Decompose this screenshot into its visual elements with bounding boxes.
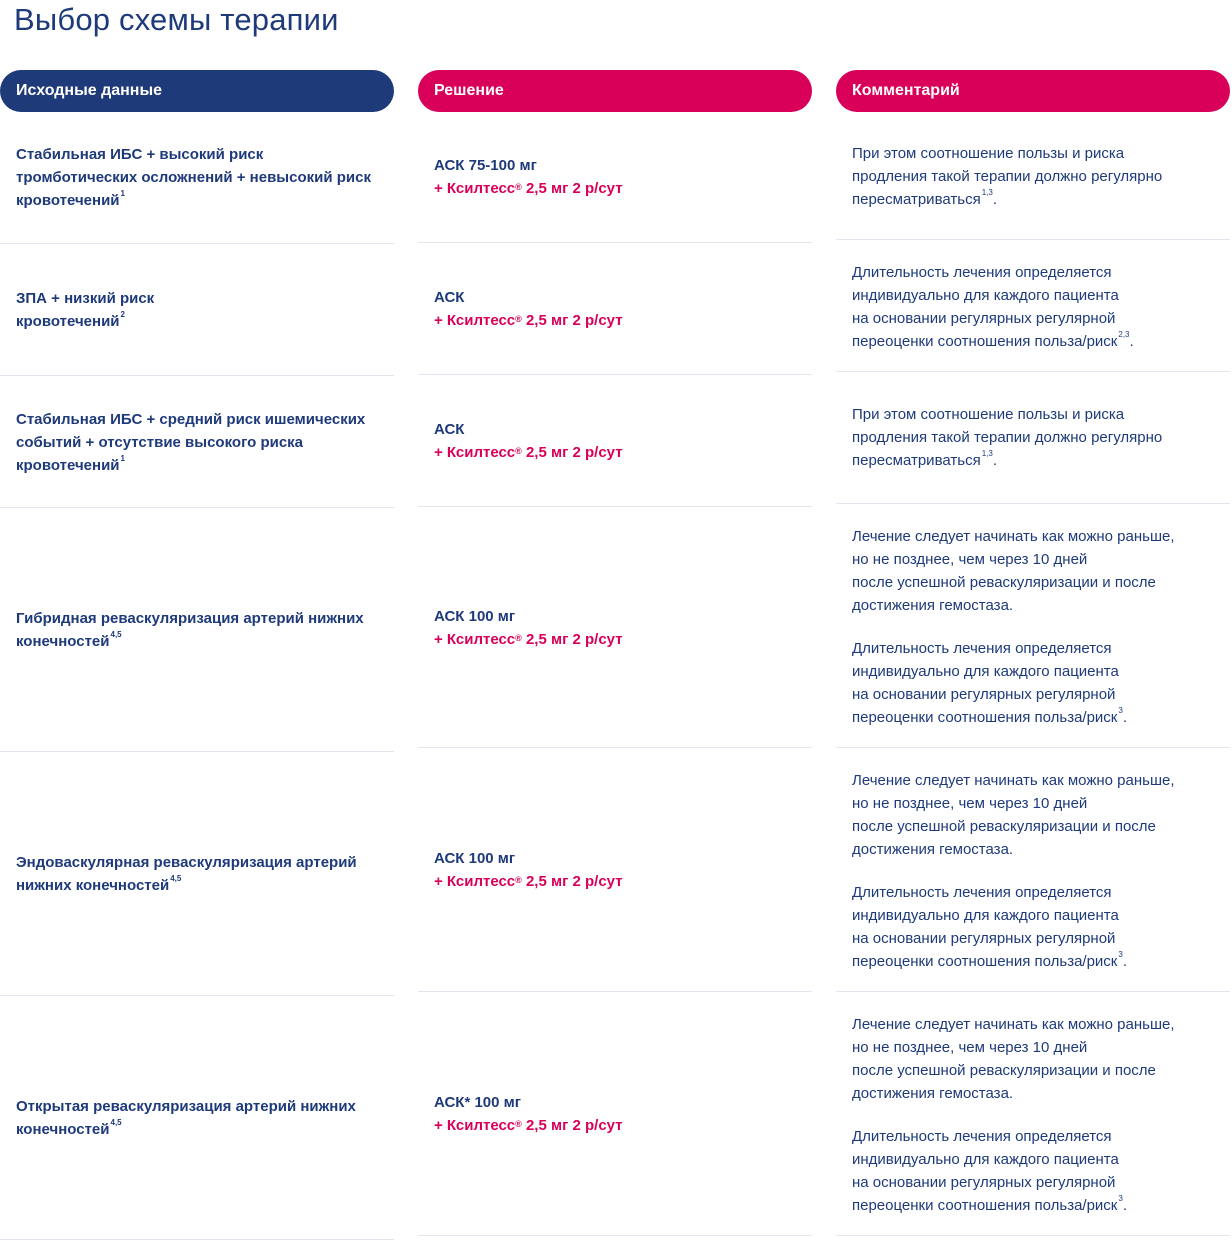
source-text: Стабильная ИБС + средний риск ишемических событий + отсутствие высокого риска кровотечений$^1$ [16, 410, 366, 474]
source-cell-6 [0, 997, 394, 1240]
decision-column [418, 70, 812, 1134]
decision-text: АСК 75-100 мг + Ксилтесс® 2,5 мг 2 р/сут [434, 157, 623, 197]
decision-cell-2 [418, 244, 812, 375]
source-column [0, 70, 394, 1138]
comment-cell-2 [836, 241, 1230, 372]
decision-text: АСК + Ксилтесс® 2,5 мг 2 р/сут [434, 421, 623, 461]
comment-text: Лечение следует начинать как можно раньше, но не позднее, чем через 10 дней после успешной реваскуляризации и после достижения гемостаза. Длительность лечения определяется индивидуально для каждого пациента на основании регулярных регулярной переоценки соотношения польза/риск$^3$. [852, 528, 1175, 726]
decision-text: АСК + Ксилтесс® 2,5 мг 2 р/сут [434, 289, 623, 329]
comment-text: Лечение следует начинать как можно раньше, но не позднее, чем через 10 дней после успешной реваскуляризации и после достижения гемостаза. Длительность лечения определяется индивидуально для каждого пациента на основании регулярных регулярной переоценки соотношения польза/риск$^3$. [852, 1016, 1175, 1214]
source-text: Эндоваскулярная реваскуляризация артерий нижних конечностей$^{4,5}$ [16, 854, 357, 894]
header-source: Исходные данные [0, 70, 394, 112]
source-text: Стабильная ИБС + высокий риск тромботических осложнений + невысокий риск кровотечений$^1$ [16, 146, 371, 209]
decision-text: АСК 100 мг + Ксилтесс® 2,5 мг 2 р/сут [434, 607, 623, 648]
decision-text: АСК* 100 мг + Ксилтесс® 2,5 мг 2 р/сут [434, 1094, 623, 1134]
header-decision: Решение [418, 70, 812, 112]
comment-text: При этом соотношение пользы и риска продления такой терапии должно регулярно пересматриваться$^{1,3}$. [852, 406, 1163, 469]
decision-cell-5 [418, 749, 812, 992]
comment-cell-1 [836, 112, 1230, 240]
comment-cell-5 [836, 749, 1230, 992]
comment-column [836, 70, 1230, 1214]
comment-cell-4 [836, 505, 1230, 748]
comment-cell-6 [836, 993, 1230, 1236]
source-cell-5 [0, 753, 394, 996]
decision-cell-1 [418, 112, 812, 243]
source-text: Гибридная реваскуляризация артерий нижних конечностей$^{4,5}$ [16, 610, 364, 650]
decision-cell-4 [418, 508, 812, 748]
source-cell-3 [0, 377, 394, 508]
comment-text: Длительность лечения определяется индивидуально для каждого пациента на основании регулярных регулярной переоценки соотношения польза/риск$^{2,3}$. [852, 264, 1134, 350]
header-comment: Комментарий [836, 70, 1230, 112]
source-cell-2 [0, 245, 394, 376]
comment-cell-3 [836, 373, 1230, 504]
comment-text: Лечение следует начинать как можно раньше, но не позднее, чем через 10 дней после успешной реваскуляризации и после достижения гемостаза. Длительность лечения определяется индивидуально для каждого пациента на основании регулярных регулярной переоценки соотношения польза/риск$^3$. [852, 772, 1175, 970]
source-cell-1 [0, 112, 394, 244]
source-text: Открытая реваскуляризация артерий нижних конечностей$^{4,5}$ [16, 1098, 356, 1138]
page-title: Выбор схемы терапии [14, 2, 339, 37]
source-cell-4 [0, 509, 394, 752]
source-text: ЗПА + низкий риск кровотечений$^2$ [16, 290, 155, 330]
decision-cell-6 [418, 993, 812, 1236]
decision-cell-3 [418, 376, 812, 507]
decision-text: АСК 100 мг + Ксилтесс® 2,5 мг 2 р/сут [434, 850, 623, 890]
comment-text: При этом соотношение пользы и риска продления такой терапии должно регулярно пересматриваться$^{1,3}$. [852, 145, 1163, 208]
